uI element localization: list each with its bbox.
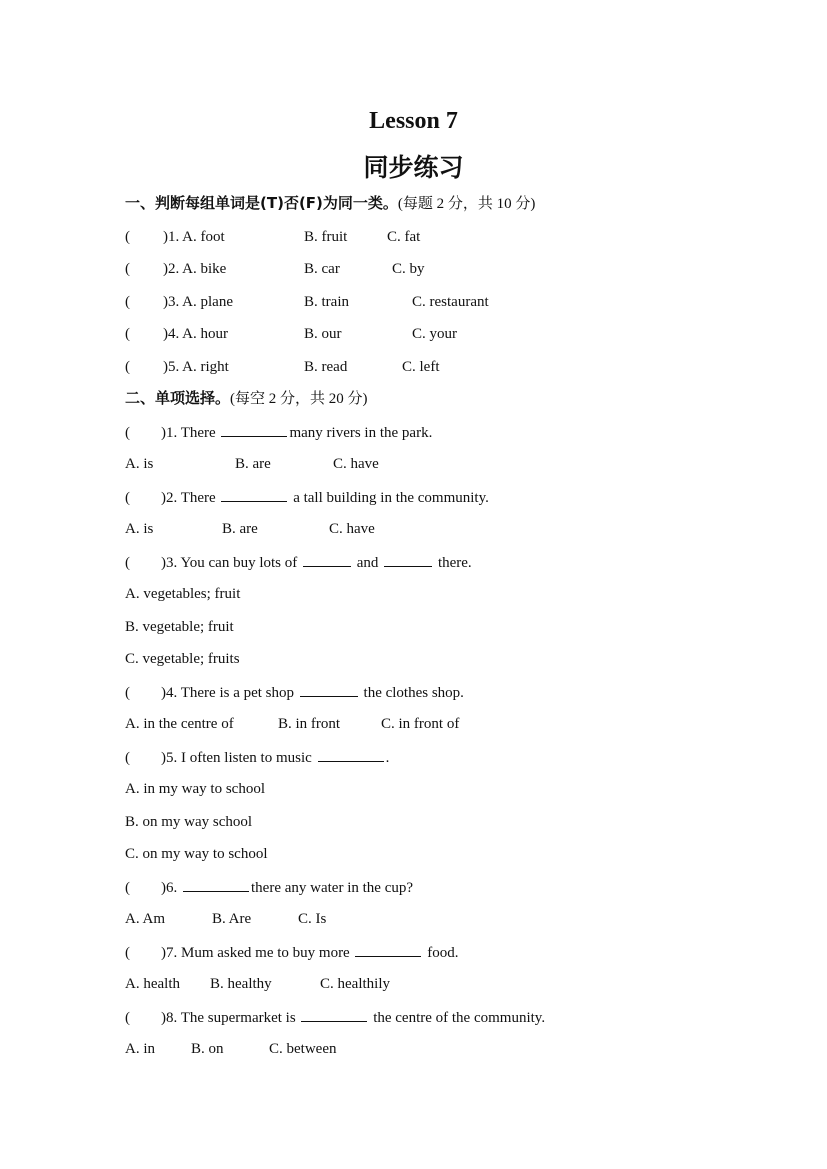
lesson-title: Lesson 7 [369,108,458,134]
answer-blank[interactable] [183,877,249,892]
s2-q5-option-a: A. in my way to school [125,781,265,797]
s2-question-4: ( )4. There is a pet shop the clothes shop. [125,682,464,703]
answer-blank[interactable] [355,942,421,957]
s2-q5-option-c: C. on my way to school [125,846,268,862]
answer-blank[interactable] [221,422,287,437]
s2-q3-option-c: C. vegetable; fruits [125,651,240,667]
answer-blank[interactable] [318,747,384,762]
lesson-subtitle: 同步练习 [363,153,464,182]
s2-question-2: ( )2. There a tall building in the community. [125,487,489,508]
answer-blank[interactable] [301,1007,367,1022]
s2-q3-option-b: B. vegetable; fruit [125,619,234,635]
s2-question-5: ( )5. I often listen to music . [125,747,389,768]
answer-blank[interactable] [303,552,351,567]
s2-question-3: ( )3. You can buy lots of and there. [125,552,472,573]
answer-blank[interactable] [384,552,432,567]
s2-q5-option-b: B. on my way school [125,814,253,830]
s2-question-7: ( )7. Mum asked me to buy more food. [125,942,458,963]
s2-q3-option-a: A. vegetables; fruit [125,586,241,602]
s2-question-8: ( )8. The supermarket is the centre of the community. [125,1007,545,1028]
answer-blank[interactable] [221,487,287,502]
answer-blank[interactable] [300,682,358,697]
section1-heading: 一、判断每组单词是(T)否(F)为同一类。(每题 2 分，共 10 分) [125,194,536,212]
section2-heading: 二、单项选择。(每空 2 分，共 20 分) [125,389,368,407]
s2-question-1: ( )1. There many rivers in the park. [125,422,432,443]
s2-question-6: ( )6. there any water in the cup? [125,877,413,898]
worksheet-page: Lesson 7 同步练习 一、判断每组单词是(T)否(F)为同一类。(每题 2 分，共 10 分) ( )1. A. foot B. fruit C. fat ( )2. A. bike B. car C. by ( )3. A. plane B. train C. restaurant ( )4. A. hour B. our C. your ( )5. A. right B. read C. left 二、单项选择。(每空 2 分，共 20 分) ( )1. There many rivers in the park. A. is B. are C. have ( )2. There a tall building in the community. A. is B. are C. have ( )3. You can buy lots of and there. A. vegetables; fruit B. vegetable; fruit C. vegetable; fruits ( )4. There is a pet shop the clothes shop. A. in the centre of B. in front C. in front of ( )5. I often listen to music . A. in my way to school B. on my way school C. on my way to school ( )6. there any water in the cup? A. Am B. Are C. Is ( )7. Mum asked me to buy more food. A. health B. healthy C. healthily ( )8. The supermarket is the centre of the community. A. in B. on C. between [0,0,827,1169]
